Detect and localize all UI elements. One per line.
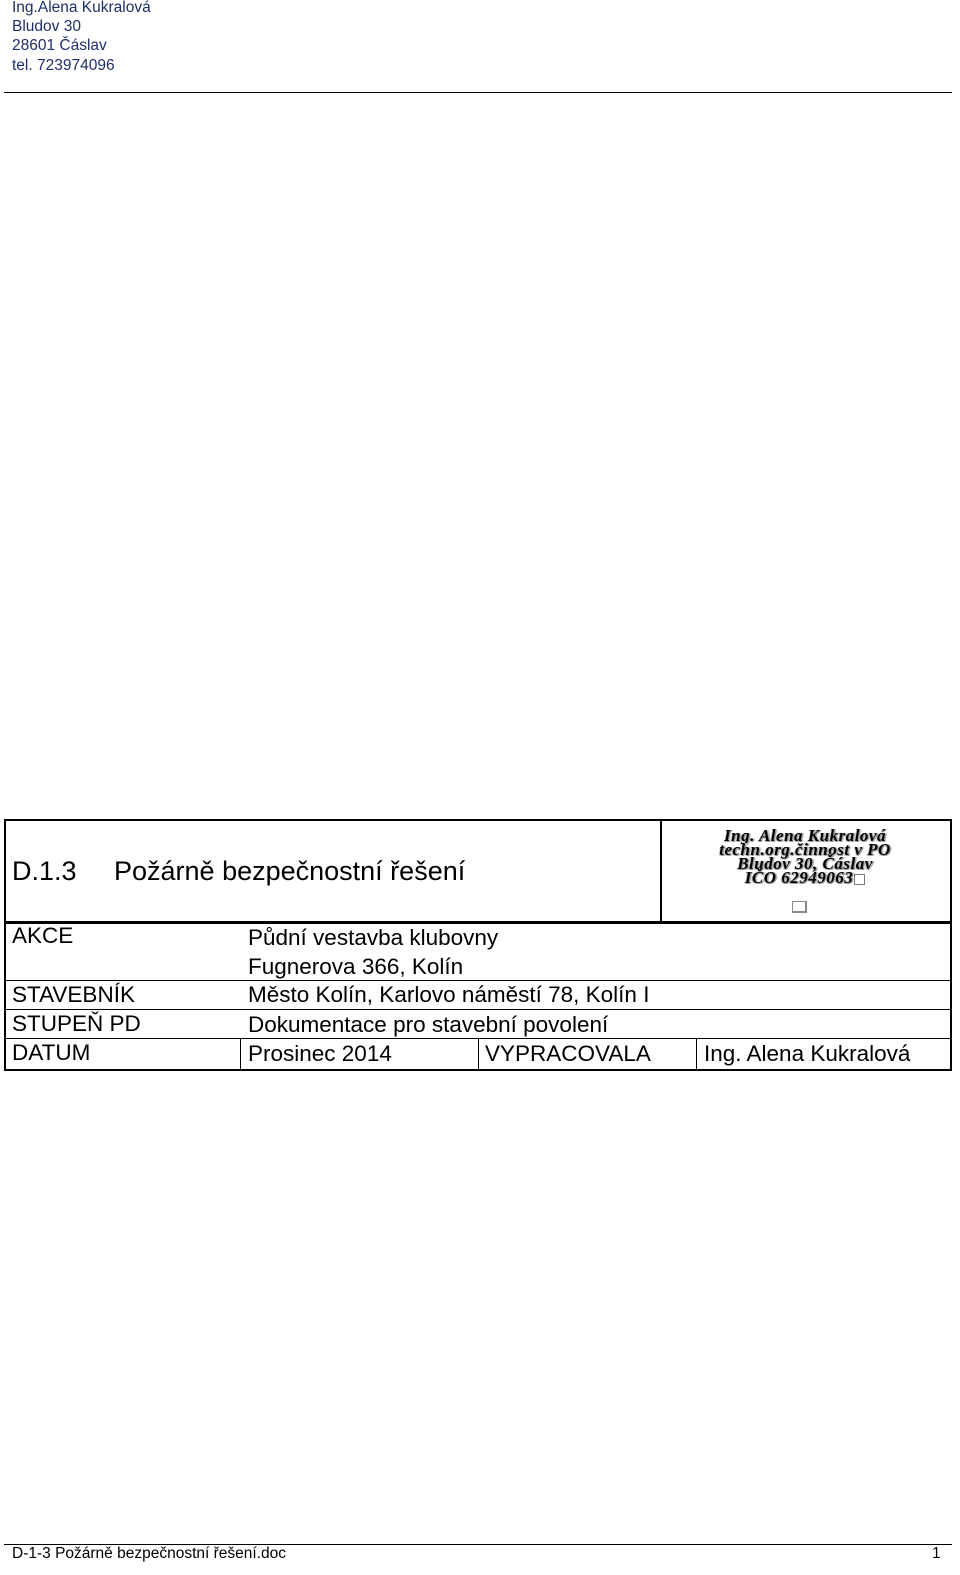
label-akce: AKCE xyxy=(12,923,74,948)
cell-divider xyxy=(478,1039,479,1069)
cell-divider xyxy=(696,1039,697,1069)
label-stavebnik: STAVEBNÍK xyxy=(12,982,135,1007)
row-divider xyxy=(6,980,950,981)
value-akce-address: Fugnerova 366, Kolín xyxy=(248,954,464,979)
cell-divider xyxy=(240,1039,241,1069)
header-street: Bludov 30 xyxy=(12,18,81,36)
document-code: D.1.3 xyxy=(12,856,77,886)
label-stupen: STUPEŇ PD xyxy=(12,1011,141,1036)
value-vypracovala: Ing. Alena Kukralová xyxy=(704,1041,911,1066)
document-title: Požárně bezpečnostní řešení xyxy=(114,856,466,886)
square-glyph-icon xyxy=(792,901,807,913)
company-stamp xyxy=(664,826,946,887)
value-akce-project: Půdní vestavba klubovny xyxy=(248,925,499,950)
stamp-line-activity: techn.org.činnost v PO xyxy=(719,840,891,859)
row-divider xyxy=(6,1009,950,1010)
stamp-line-ico: IČO 62949063 xyxy=(744,868,854,887)
header-name: Ing.Alena Kukralová xyxy=(12,0,151,16)
header-rule xyxy=(4,92,952,93)
label-vypracovala: VYPRACOVALA xyxy=(485,1041,651,1066)
stamp-cell xyxy=(662,821,950,923)
checkbox-glyph-icon xyxy=(854,874,865,885)
header-city: 28601 Čáslav xyxy=(12,37,107,55)
value-datum: Prosinec 2014 xyxy=(248,1041,392,1066)
footer-filename: D-1-3 Požárně bezpečnostní řešení.doc xyxy=(12,1545,286,1562)
title-separator xyxy=(4,921,952,924)
footer-page-number: 1 xyxy=(932,1545,941,1562)
title-block xyxy=(4,819,952,1071)
value-stavebnik: Město Kolín, Karlovo náměstí 78, Kolín I xyxy=(248,982,650,1007)
title-cell xyxy=(6,821,662,923)
value-stupen: Dokumentace pro stavební povolení xyxy=(248,1012,609,1037)
stamp-line-address: Bludov 30, Čáslav xyxy=(737,854,873,873)
header-phone: tel. 723974096 xyxy=(12,56,115,74)
stamp-line-name: Ing. Alena Kukralová xyxy=(724,826,886,845)
header-address xyxy=(12,0,151,75)
label-datum: DATUM xyxy=(12,1040,91,1065)
